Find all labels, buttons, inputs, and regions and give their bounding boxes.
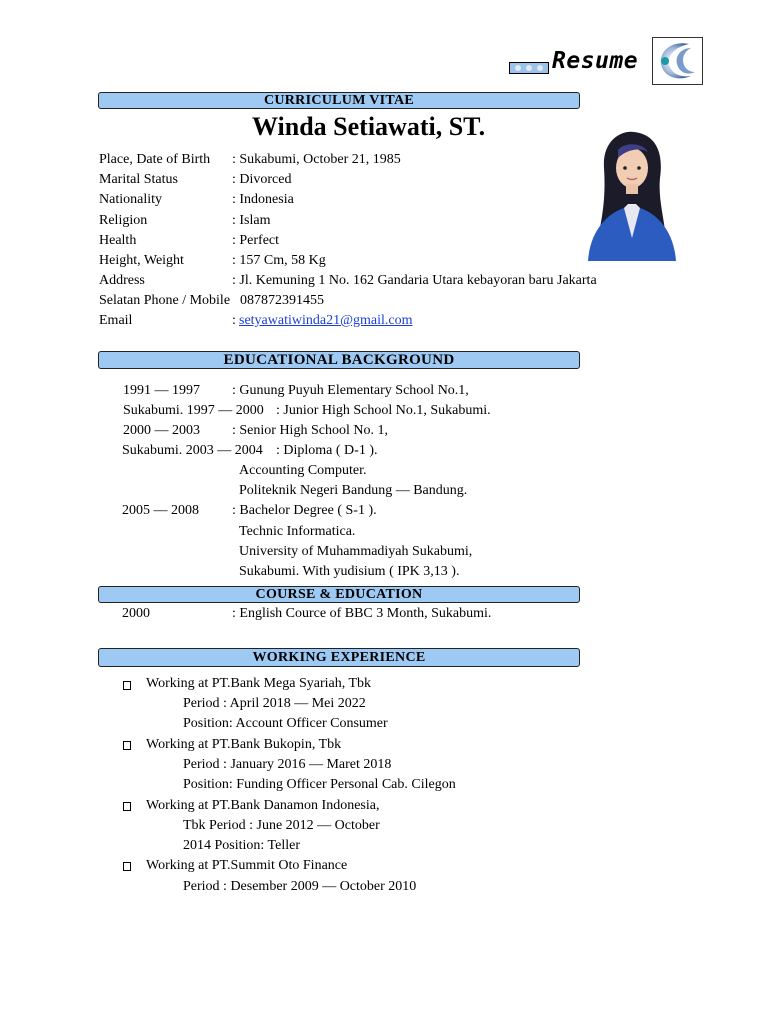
email-link[interactable]: setyawatiwinda21@gmail.com [239, 313, 413, 328]
edu-line: 2005 — 2008 [122, 503, 199, 518]
work-line: Period : Desember 2009 — October 2010 [183, 879, 417, 894]
course-detail: : English Cource of BBC 3 Month, Sukabumi. [232, 606, 492, 621]
bullet-box-icon [123, 802, 131, 811]
swirl-logo-icon [652, 37, 703, 85]
work-line: Working at PT.Summit Oto Finance [146, 858, 348, 873]
edu-line: : Junior High School No.1, Sukabumi. [276, 403, 491, 418]
label-address: Address [99, 273, 145, 288]
work-line: Period : April 2018 — Mei 2022 [183, 696, 366, 711]
value-nationality: : Indonesia [232, 192, 294, 207]
work-line: Working at PT.Bank Danamon Indonesia, [146, 798, 380, 813]
edu-line: Technic Informatica. [239, 524, 356, 539]
resume-dots-icon [509, 62, 549, 74]
label-height-weight: Height, Weight [99, 253, 184, 268]
label-email: Email [99, 313, 133, 328]
work-line: 2014 Position: Teller [183, 838, 300, 853]
label-religion: Religion [99, 213, 148, 228]
work-line: Period : January 2016 — Maret 2018 [183, 757, 392, 772]
value-height-weight: : 157 Cm, 58 Kg [232, 253, 326, 268]
course-heading: COURSE & EDUCATION [98, 586, 580, 603]
bullet-box-icon [123, 862, 131, 871]
label-marital: Marital Status [99, 172, 178, 187]
course-year: 2000 [122, 606, 150, 621]
work-line: Working at PT.Bank Bukopin, Tbk [146, 737, 342, 752]
work-heading: WORKING EXPERIENCE [98, 648, 580, 667]
label-health: Health [99, 233, 137, 248]
label-birth: Place, Date of Birth [99, 152, 211, 167]
work-line: Working at PT.Bank Mega Syariah, Tbk [146, 676, 372, 691]
work-line: Tbk Period : June 2012 — October [183, 818, 380, 833]
edu-line: Sukabumi. 1997 — 2000 [123, 403, 264, 418]
label-phone: Selatan Phone / Mobile [99, 293, 231, 308]
label-nationality: Nationality [99, 192, 162, 207]
value-religion: : Islam [232, 213, 271, 228]
edu-line: University of Muhammadiyah Sukabumi, [239, 544, 473, 559]
work-line: Position: Funding Officer Personal Cab. Cilegon [183, 777, 456, 792]
value-health: : Perfect [232, 233, 280, 248]
resume-heading: Resume [552, 48, 639, 74]
edu-line: Accounting Computer. [239, 463, 367, 478]
bullet-box-icon [123, 741, 131, 750]
candidate-name: Winda Setiawati, ST. [252, 112, 486, 141]
value-address: : Jl. Kemuning 1 No. 162 Gandaria Utara kebayoran baru Jakarta [232, 273, 597, 288]
edu-line: Sukabumi. With yudisium ( IPK 3,13 ). [239, 564, 460, 579]
work-line: Position: Account Officer Consumer [183, 716, 388, 731]
value-marital: : Divorced [232, 172, 292, 187]
edu-line: : Gunung Puyuh Elementary School No.1, [232, 383, 469, 398]
edu-line: Politeknik Negeri Bandung — Bandung. [239, 483, 468, 498]
education-heading: EDUCATIONAL BACKGROUND [98, 351, 580, 369]
edu-line: : Bachelor Degree ( S-1 ). [232, 503, 377, 518]
value-birth: : Sukabumi, October 21, 1985 [232, 152, 401, 167]
value-phone: 087872391455 [240, 293, 324, 308]
edu-line: : Diploma ( D-1 ). [276, 443, 378, 458]
curriculum-vitae-bar: CURRICULUM VITAE [98, 92, 580, 109]
edu-line: 1991 — 1997 [123, 383, 200, 398]
edu-line: : Senior High School No. 1, [232, 423, 388, 438]
bullet-box-icon [123, 681, 131, 690]
profile-photo [584, 128, 678, 261]
edu-line: Sukabumi. 2003 — 2004 [122, 443, 263, 458]
edu-line: 2000 — 2003 [123, 423, 200, 438]
value-email-colon: : [232, 313, 236, 328]
